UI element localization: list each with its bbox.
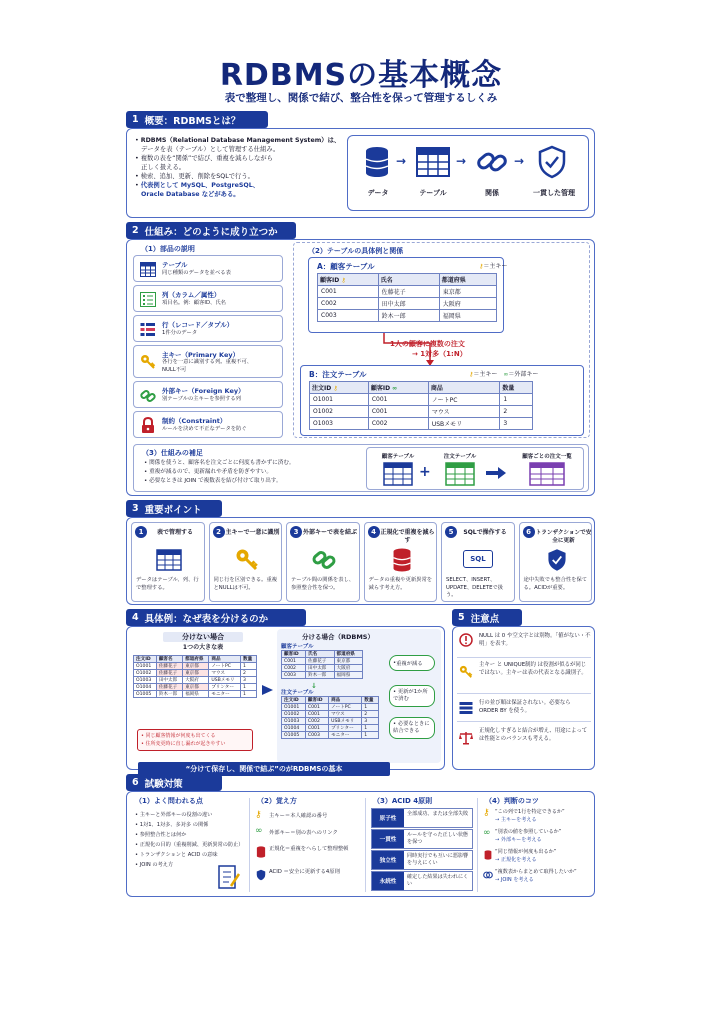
- page-title: RDBMSの基本概念: [219, 58, 503, 93]
- point-desc: SELECT、INSERT、UPDATE、DELETEで扱う。: [446, 577, 504, 598]
- caution-text: 主キー と UNIQUE制約 は役割が似るが同じではない。主キーは表の代表となる識別子。: [479, 662, 587, 676]
- part-card: [133, 345, 283, 378]
- memory-item: 正規化＝重複をへらして整理整頓: [269, 846, 349, 852]
- point-desc: データの重複や更新異常を減らす考え方。: [368, 577, 433, 591]
- row-icon: [140, 322, 156, 337]
- acid-title: （3）ACID 4原則: [373, 797, 433, 805]
- table-header: 注文ID ⚷: [310, 382, 369, 394]
- part-card: [133, 381, 283, 408]
- overview-line: 正しく扱える。: [141, 164, 186, 171]
- sql-icon: SQL: [463, 550, 493, 568]
- unsplit-note: • 同じ顧客情報が何度も出てくる: [141, 733, 216, 739]
- point-desc: 同じ行を区別できる。重複とNULLは不可。: [213, 577, 278, 591]
- shield-icon: [256, 869, 266, 881]
- section-number: 5: [458, 612, 465, 623]
- judgment-tips: [481, 794, 593, 894]
- part-name: 制約（Constraint）: [162, 417, 227, 425]
- link-icon: ∞: [392, 385, 398, 392]
- acid-table: [371, 808, 473, 891]
- exam-point: • 正規化の目的（重複削減、更新異常の防止）: [135, 842, 244, 848]
- lock-icon: [140, 417, 156, 434]
- part-name: 主キー（Primary Key）: [162, 351, 240, 359]
- part-card: [133, 285, 283, 312]
- flow-label: テーブル: [419, 189, 447, 197]
- point-card: [286, 522, 360, 602]
- exam-point: • トランザクションと ACID の意味: [135, 852, 218, 858]
- table-row: C002 田中太郎 大阪府: [282, 665, 363, 672]
- relation-note: 1人の顧客に複数の注文: [390, 340, 465, 348]
- acid-value: 確定した結果は失われにくい: [407, 874, 469, 887]
- join-label: 注文テーブル: [443, 454, 477, 460]
- caution-text: 行の並び順は保証されない。必要なら ORDER BY を使う。: [479, 700, 571, 714]
- relation-cardinality: → 1対多（1:N）: [412, 350, 467, 358]
- point-number: 4: [368, 526, 380, 538]
- section-1-box: [126, 128, 595, 218]
- point-title: 正規化で重複を減らす: [380, 529, 435, 544]
- acid-row: [371, 850, 473, 870]
- arrow-icon: →: [396, 154, 407, 168]
- table-header: 顧客ID ∞: [368, 382, 428, 394]
- key-icon: ⚷: [333, 385, 338, 392]
- tip-item: “同じ情報が何度も出るか” → 正規化を考える: [495, 849, 557, 863]
- column-icon: [140, 292, 156, 307]
- section-title: 具体例：なぜ表を分けるのか: [144, 613, 269, 625]
- divider: [249, 798, 250, 892]
- table-icon: [445, 462, 475, 486]
- table-icon: [529, 462, 565, 486]
- point-number: 1: [135, 526, 147, 538]
- point-card: [209, 522, 283, 602]
- memory-item: 主キー＝本人確認の番号: [269, 813, 328, 819]
- section-2-header: [126, 222, 296, 239]
- warning-icon: [459, 633, 473, 647]
- table-row: C003 鈴木一郎 福岡県: [318, 310, 497, 322]
- caution-text: 正規化しすぎると結合が増え、用途によっては性能とのバランスも考える。: [479, 728, 588, 742]
- concept-flow: [347, 135, 589, 211]
- divider: [457, 657, 591, 658]
- point-number: 2: [213, 526, 225, 538]
- benefit-item: • 必要なときに結合できる: [389, 717, 435, 739]
- tip-item: “別表の値を参照しているか” → 外部キーを考える: [495, 829, 562, 843]
- unsplit-note: • 住所変更時に直し漏れが起きやすい: [141, 741, 226, 747]
- overview-line: Oracle Database などがある。: [141, 191, 240, 198]
- section-1-header: [126, 111, 268, 128]
- order-data-table: [309, 381, 533, 430]
- supplement-list: [144, 459, 364, 486]
- key-icon: [459, 665, 473, 679]
- memory-item: ACID ＝安全に更新する4原則: [269, 869, 340, 875]
- point-number: 5: [445, 526, 457, 538]
- exam-points-title: （1）よく問われる点: [135, 797, 203, 805]
- tips-title: （4）判断のコツ: [485, 797, 539, 805]
- memory-tips: [253, 794, 363, 894]
- arrow-icon: →: [456, 154, 467, 168]
- page-subtitle: 表で整理し、関係で結び、整合性を保って管理するしくみ: [224, 92, 498, 104]
- key-icon: [140, 354, 156, 370]
- table-icon: [140, 262, 156, 277]
- table-row: O1001 C001 ノートPC 1: [310, 394, 533, 406]
- section-4-footer: “分けて保存し、関係で結ぶ”のがRDBMSの基本: [138, 762, 390, 776]
- link-icon: [140, 388, 156, 404]
- right-title: 分ける場合（RDBMS）: [301, 633, 374, 641]
- table-row: O1002 C001 マウス 2: [282, 711, 379, 718]
- point-card: [364, 522, 438, 602]
- join-label: 顧客ごとの注文一覧: [522, 454, 572, 460]
- divider: [457, 693, 591, 694]
- arrow-right-icon: [261, 683, 275, 697]
- customer-table: [317, 273, 497, 322]
- list-icon: [459, 701, 473, 715]
- section-number: 2: [132, 225, 139, 236]
- supplement-item: • 関係を使うと、顧客名を注文ごとに何度も書かずに済む。: [144, 460, 295, 466]
- flow-label: データ: [367, 189, 389, 197]
- table-row: O1005 C003 モニター 1: [282, 732, 379, 739]
- split-customer-data-table: 顧客ID 氏名 都道府県 C001 佐藤花子 東京都 C002 田中太郎 大阪府 C003 鈴木一郎 福岡県: [281, 650, 363, 679]
- parts-title: （1）部品の説明: [141, 245, 195, 253]
- table-row: O1002 佐藤花子 東京都 マウス 2: [134, 670, 257, 677]
- table-row: O1001 佐藤花子 東京都 ノートPC 1: [134, 663, 257, 670]
- point-number: 3: [290, 526, 302, 538]
- customer-table-card: [308, 257, 508, 333]
- section-2-box: [126, 239, 595, 496]
- order-table: [309, 381, 533, 430]
- part-desc: 項目名。例：顧客ID、氏名: [162, 300, 226, 306]
- join-label: 顧客テーブル: [381, 454, 415, 460]
- left-subtitle: 1つの大きな表: [182, 644, 224, 651]
- plus-icon: +: [419, 464, 431, 480]
- customer-table-title: A：顧客テーブル: [317, 262, 375, 271]
- split-order-label: 注文テーブル: [281, 690, 314, 696]
- section-4-header: [126, 609, 306, 626]
- acid-key: 原子性: [372, 809, 404, 827]
- shield-icon: [547, 547, 567, 573]
- customer-data-table: [317, 273, 497, 322]
- section-6-box: [126, 791, 595, 897]
- key-icon: ⚷: [469, 371, 474, 378]
- table-row: O1003 C002 USBメモリ 3: [282, 718, 379, 725]
- part-card: [133, 255, 283, 282]
- acid-row: [371, 829, 473, 849]
- acid-row: [371, 871, 473, 891]
- point-desc: 途中失敗でも整合性を保てる。ACIDが重要。: [523, 577, 588, 591]
- overview-line: • 複数の表を“関係”で結び、重複を減らしながら: [135, 155, 273, 162]
- overview-line: • 代表例として MySQL、PostgreSQL、: [135, 182, 260, 189]
- table-row: O1003 C002 USBメモリ 3: [310, 418, 533, 430]
- link-icon: [476, 147, 508, 177]
- arrow-down-icon: ↓: [311, 682, 317, 690]
- unsplit-notes: [137, 729, 253, 751]
- part-desc: 同じ種類のデータを並べる表: [162, 270, 231, 276]
- section-number: 4: [132, 612, 139, 623]
- exam-point: • 1対1、1対多、多対多 の関係: [135, 822, 209, 828]
- section-title: 試験対策: [144, 778, 183, 790]
- part-desc: 各行を一意に識別する列。重複不可、NULL不可: [162, 359, 253, 373]
- table-header: 氏名: [378, 274, 439, 286]
- point-title: 外部キーで表を結ぶ: [303, 529, 358, 536]
- key-icon: ⚷: [341, 277, 346, 284]
- section-number: 3: [132, 503, 139, 514]
- link-icon: ∞: [255, 826, 263, 836]
- shield-icon: [538, 145, 566, 179]
- part-card: [133, 411, 283, 438]
- table-row: C001 佐藤花子 東京都: [318, 286, 497, 298]
- caution-text: NULL は 0 や空文字とは別物。「値がない・不明」を表す。: [479, 633, 591, 647]
- part-desc: ルールを決めて不正なデータを防ぐ: [162, 426, 247, 432]
- acid-key: 永続性: [372, 872, 404, 890]
- section-title: 概要：RDBMSとは？: [144, 115, 241, 127]
- section-3-box: [126, 517, 595, 605]
- benefit-item: • 重複が減る: [389, 655, 435, 671]
- divider: [365, 798, 366, 892]
- arrow-right-icon: [485, 466, 507, 480]
- point-title: 表で管理する: [156, 529, 193, 536]
- key-icon: ⚷: [483, 808, 490, 818]
- overview-line: • 検索、追加、更新、削除をSQLで行う。: [135, 173, 254, 180]
- part-name: 外部キー（Foreign Key）: [162, 387, 245, 395]
- order-legend: ⚷＝主キー ∞＝外部キー: [469, 371, 539, 378]
- overview-text: [135, 136, 355, 199]
- unsplit-table: [133, 655, 257, 698]
- link-icon: [312, 548, 336, 572]
- key-icon: [235, 548, 259, 572]
- point-card: [519, 522, 593, 602]
- pk-legend: ⚷＝主キー: [479, 263, 508, 270]
- section-title: 重要ポイント: [144, 504, 202, 516]
- part-name: テーブル: [162, 261, 188, 269]
- exam-point: • JOIN の考え方: [135, 862, 174, 868]
- section-5-header: [452, 609, 522, 626]
- left-title: 分けない場合: [163, 632, 243, 642]
- section-number: 1: [132, 114, 139, 125]
- acid-key: 一貫性: [372, 830, 404, 848]
- table-icon: [416, 147, 450, 177]
- benefit-item: • 更新が1か所で済む: [389, 685, 435, 707]
- section-number: 6: [132, 777, 139, 788]
- parts-list: [133, 255, 283, 438]
- point-desc: テーブル間の関係を表し、参照整合性を保つ。: [291, 577, 355, 591]
- table-row: O1002 C001 マウス 2: [310, 406, 533, 418]
- tip-item: “複数表からまとめて取得したいか” → JOIN を考える: [495, 869, 577, 883]
- table-row: O1004 佐藤花子 東京都 プリンター 1: [134, 684, 257, 691]
- split-order-data-table: 注文ID 顧客ID 商品 数量 O1001 C001 ノートPC 1 O1002 C001 マウス 2 O1003 C002 USBメモリ 3 O1004 C001 プリンター 1 O1005 C003 モニター 1: [281, 696, 379, 739]
- point-card: [131, 522, 205, 602]
- arrow-icon: →: [514, 154, 525, 168]
- link-icon: ∞: [483, 828, 491, 838]
- acid-value: 同時実行でも互いに悪影響を与えにくい: [407, 853, 469, 866]
- memory-item: 外部キー＝別の表へのリンク: [269, 830, 338, 836]
- flow-label: 一貫した管理: [533, 189, 575, 197]
- exam-point: • 参照整合性とは何か: [135, 832, 187, 838]
- scale-icon: [459, 731, 473, 745]
- points-row: [131, 522, 592, 602]
- section-title: 仕組み：どのように成り立つか: [144, 226, 278, 238]
- supplement-box: [133, 444, 589, 492]
- acid-principles: [369, 794, 475, 894]
- example-title: （2）テーブルの具体例と関係: [308, 247, 404, 255]
- database-icon: [484, 850, 492, 860]
- join-diagram: [366, 447, 584, 490]
- point-desc: データはテーブル、列、行で整理する。: [136, 577, 199, 591]
- key-icon: ⚷: [255, 810, 262, 820]
- acid-key: 独立性: [372, 851, 404, 869]
- table-header: 都道府県: [439, 274, 496, 286]
- exam-point: • 主キーと外部キーの役割の違い: [135, 812, 213, 818]
- key-icon: ⚷: [479, 263, 484, 270]
- acid-value: 全部成功、または全部失敗: [407, 811, 469, 817]
- divider: [457, 721, 591, 722]
- overview-line: データを表（テーブル）として管理する仕組み。: [141, 146, 280, 153]
- acid-value: ルールを守った正しい状態を保つ: [407, 832, 469, 845]
- part-name: 行（レコード／タプル）: [162, 321, 234, 329]
- table-row: O1005 鈴木一郎 福岡県 モニター 1: [134, 691, 257, 698]
- acid-row: [371, 808, 473, 828]
- section-5-box: [452, 626, 595, 770]
- part-desc: 1件分のデータ: [162, 330, 198, 336]
- unsplit-data-table: 注文ID 顧客名 都道府県 商品 数量 O1001 佐藤花子 東京都 ノートPC 1 O1002 佐藤花子 東京都 マウス 2 O1003 田中太郎 大阪府 USBメモリ 3 O1004 佐藤花子 東京都 プリンター 1 O1005 鈴木一郎 福岡県 モニター 1: [133, 655, 257, 698]
- supplement-title: （3）仕組みの補足: [142, 449, 203, 457]
- table-row: O1001 C001 ノートPC 1: [282, 704, 379, 711]
- order-table-title: B：注文テーブル: [309, 370, 367, 379]
- table-row: C002 田中太郎 大阪府: [318, 298, 497, 310]
- section-4-box: [126, 626, 445, 770]
- divider: [477, 798, 478, 892]
- join-icon: [483, 870, 493, 880]
- split-customer-table: [281, 650, 363, 679]
- link-icon: ∞: [503, 371, 509, 378]
- split-order-table: [281, 696, 379, 739]
- table-row: C003 鈴木一郎 福岡県: [282, 672, 363, 679]
- flow-label: 関係: [485, 189, 499, 197]
- point-title: 主キーで一意に識別: [225, 529, 280, 536]
- point-card: [441, 522, 515, 602]
- part-desc: 別テーブルの主キーを参照する列: [162, 396, 241, 402]
- database-icon: [392, 547, 412, 573]
- table-icon: [156, 549, 182, 571]
- exam-points-list: [135, 810, 245, 870]
- table-row: O1004 C001 プリンター 1: [282, 725, 379, 732]
- point-number: 6: [523, 526, 535, 538]
- supplement-item: • 重複が減るので、更新漏れや矛盾を防ぎやすい。: [144, 469, 273, 475]
- point-title: トランザクションで安全に更新: [535, 530, 592, 544]
- database-icon: [256, 846, 266, 858]
- memory-title: （2）覚え方: [257, 797, 297, 805]
- exam-points: [131, 794, 247, 894]
- table-row: O1003 田中太郎 大阪府 USBメモリ 3: [134, 677, 257, 684]
- section-6-header: [126, 774, 222, 791]
- section-3-header: [126, 500, 222, 517]
- checklist-icon: [217, 864, 241, 890]
- table-header: 顧客ID ⚷: [318, 274, 379, 286]
- table-icon: [383, 462, 413, 486]
- supplement-item: • 必要なときは JOIN で複数表を結び付けて取り出す。: [144, 478, 282, 484]
- tip-item: “この列で1行を特定できるか” → 主キーを考える: [495, 809, 565, 823]
- table-header: 商品: [428, 382, 500, 394]
- database-icon: [364, 146, 390, 178]
- order-table-card: [300, 365, 584, 436]
- overview-line: • RDBMS（Relational Database Management System）は、: [135, 137, 341, 144]
- example-area: [293, 242, 590, 438]
- table-row: C001 佐藤花子 東京都: [282, 658, 363, 665]
- split-customer-label: 顧客テーブル: [281, 644, 314, 650]
- section-title: 注意点: [470, 613, 500, 625]
- split-area: [277, 629, 441, 763]
- part-card: [133, 315, 283, 342]
- part-name: 列（カラム／属性）: [162, 291, 221, 299]
- table-header: 数量: [500, 382, 533, 394]
- point-title: SQLで操作する: [463, 529, 507, 536]
